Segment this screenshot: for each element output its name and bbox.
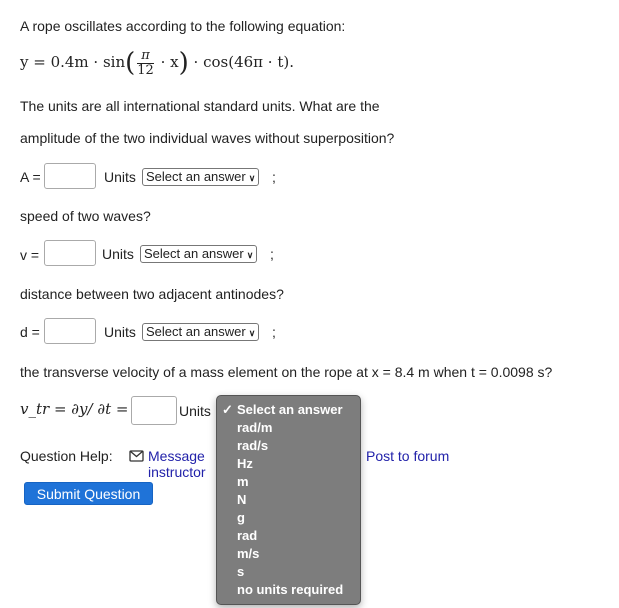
dropdown-option[interactable] (217, 401, 360, 419)
velocity-label: v_tr = ∂y/ ∂t = (20, 400, 129, 418)
select-value: Select an answer (144, 246, 244, 261)
dropdown-option[interactable]: m/s (237, 546, 260, 561)
forum-link[interactable]: Post to forum (366, 448, 450, 464)
distance-label: d = (20, 324, 40, 340)
speed-label: v = (20, 247, 40, 263)
question-help-label: Question Help: (20, 448, 113, 464)
dropdown-option[interactable]: m (237, 474, 249, 489)
dropdown-option[interactable]: s (237, 564, 245, 579)
question-distance: distance between two adjacent antinodes? (20, 286, 284, 302)
chevron-down-icon: ∨ (246, 250, 254, 260)
semicolon: ; (270, 246, 274, 262)
amplitude-label: A = (20, 169, 41, 185)
select-value: Select an answer (146, 169, 246, 184)
question-line2: The units are all international standard units. What are the (20, 98, 380, 114)
eq-denominator: 12 (137, 62, 154, 78)
semicolon: ; (272, 324, 276, 340)
question-transverse-velocity: the transverse velocity of a mass element on the rope at x = 8.4 m when t = 0.0098 s? (20, 364, 553, 380)
checkmark-icon: ✓ (222, 402, 233, 417)
semicolon: ; (272, 169, 276, 185)
question-line3: amplitude of the two individual waves without superposition? (20, 130, 395, 146)
distance-input[interactable] (44, 318, 96, 344)
units-label: Units (102, 246, 134, 262)
units-label: Units (104, 169, 136, 185)
intro-text: A rope oscillates according to the following equation: (20, 18, 346, 34)
dropdown-option[interactable]: Hz (237, 456, 253, 471)
message-instructor-link[interactable]: Message instructor (148, 448, 206, 480)
dropdown-option[interactable]: no units required (237, 582, 344, 597)
dropdown-option[interactable]: rad/m (237, 420, 273, 435)
option-label: Select an answer (237, 402, 343, 417)
chevron-down-icon: ∨ (248, 173, 256, 183)
chevron-down-icon: ∨ (248, 328, 256, 338)
eq-inner: · x (160, 53, 179, 71)
amplitude-units-select[interactable] (142, 168, 259, 186)
speed-input[interactable] (44, 240, 96, 266)
eq-lhs: y = 0.4m · sin (20, 53, 126, 71)
dropdown-option[interactable]: g (237, 510, 245, 525)
equation: y = 0.4m · sin( $\frac{\pi}{12}$ · x) · cos(46π · t). (20, 47, 294, 78)
dropdown-option[interactable]: rad (237, 528, 258, 543)
question-speed: speed of two waves? (20, 208, 151, 224)
mail-icon (129, 449, 144, 465)
units-label: Units (179, 403, 211, 419)
dropdown-option[interactable]: rad/s (237, 438, 269, 453)
dropdown-option[interactable]: N (237, 492, 247, 507)
eq-rhs: · cos(46π · t). (193, 53, 294, 71)
submit-question-button[interactable]: Submit Question (24, 482, 153, 505)
units-label: Units (104, 324, 136, 340)
units-dropdown-menu[interactable] (216, 395, 361, 605)
distance-units-select[interactable] (142, 323, 259, 341)
amplitude-input[interactable] (44, 163, 96, 189)
speed-units-select[interactable] (140, 245, 257, 263)
eq-numerator: π (137, 49, 154, 64)
velocity-input[interactable] (131, 396, 177, 425)
select-value: Select an answer (146, 324, 246, 339)
